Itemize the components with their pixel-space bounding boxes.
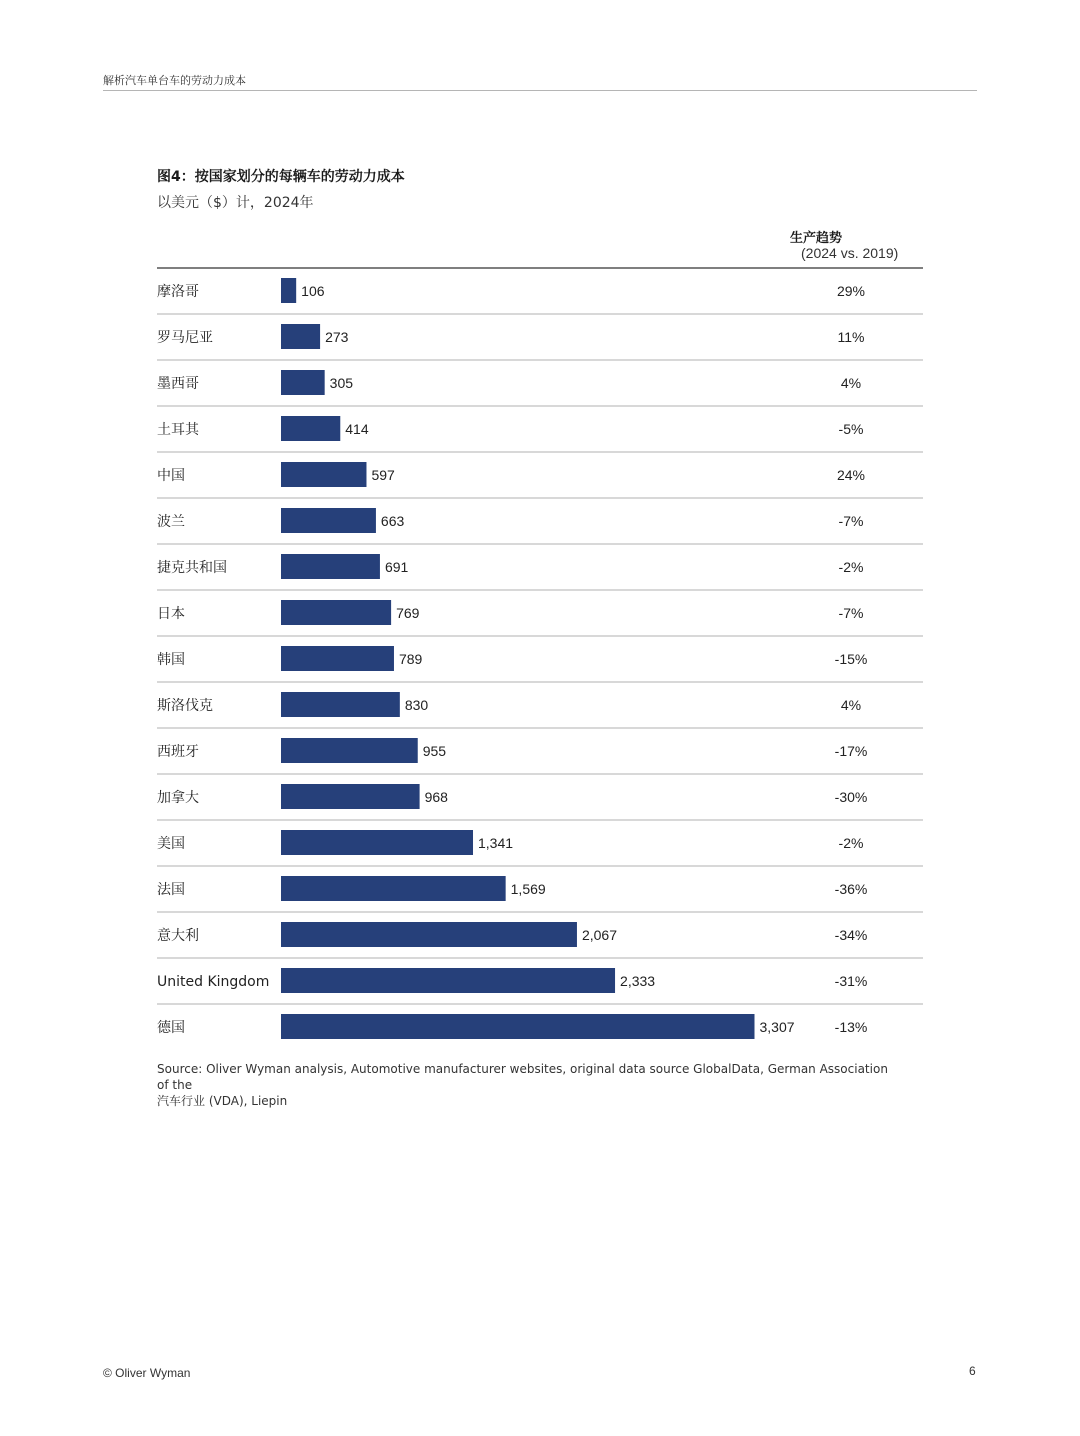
category-label: 斯洛伐克 [157, 698, 213, 714]
value-label: 769 [396, 605, 420, 621]
bar [281, 278, 296, 303]
trend-column-subtitle: (2024 vs. 2019) [801, 245, 899, 261]
trend-value: -2% [838, 559, 864, 575]
trend-value: 4% [840, 697, 862, 713]
category-label: 韩国 [157, 652, 185, 668]
value-label: 1,341 [478, 835, 514, 851]
category-label: 美国 [157, 836, 185, 852]
bar [281, 692, 400, 717]
bar [281, 370, 325, 395]
source-line-1: Source: Oliver Wyman analysis, Automotive manufacturer websites, original data source GlobalData, German Association of the [157, 1062, 888, 1092]
value-label: 789 [398, 651, 423, 667]
value-label: 968 [424, 789, 448, 805]
value-label: 663 [380, 513, 405, 529]
trend-column-title: 生产趋势 [790, 231, 843, 246]
category-label: 加拿大 [157, 790, 199, 806]
chart-subtitle: 以美元（$）计，2024年 [157, 195, 314, 211]
bar [281, 554, 380, 579]
trend-value: -7% [838, 513, 864, 529]
chart-title: 图4：按国家划分的每辆车的劳动力成本 [157, 169, 405, 185]
bar [281, 416, 340, 441]
bar [281, 738, 418, 763]
category-label: 日本 [157, 606, 185, 622]
trend-value: -15% [834, 651, 868, 667]
bar [281, 324, 320, 349]
bar [281, 922, 577, 947]
trend-value: -34% [834, 927, 868, 943]
trend-value: -31% [834, 973, 868, 989]
value-label: 3,307 [759, 1019, 795, 1035]
footer-copyright: © Oliver Wyman [103, 1366, 191, 1380]
bar [281, 1014, 755, 1039]
trend-value: -2% [838, 835, 864, 851]
value-label: 273 [325, 329, 349, 345]
category-label: 土耳其 [157, 422, 199, 438]
value-label: 106 [301, 283, 325, 299]
category-label: 捷克共和国 [157, 560, 227, 576]
source-line-2: 汽车行业 (VDA), Liepin [157, 1094, 288, 1108]
trend-value: 29% [836, 283, 866, 299]
category-label: 中国 [157, 468, 185, 484]
category-label: 西班牙 [157, 744, 199, 760]
value-label: 955 [422, 743, 447, 759]
trend-value: -7% [838, 605, 864, 621]
bar [281, 830, 473, 855]
trend-value: -13% [834, 1019, 868, 1035]
bar [281, 968, 615, 993]
trend-value: -5% [838, 421, 864, 437]
page-number: 6 [969, 1364, 976, 1378]
value-label: 2,067 [581, 927, 618, 943]
bar [281, 646, 394, 671]
category-label: 墨西哥 [157, 376, 199, 392]
running-header: 解析汽车单台车的劳动力成本 [103, 74, 246, 87]
category-label: 意大利 [157, 928, 199, 944]
trend-value: 4% [840, 375, 862, 391]
category-label: United Kingdom [157, 974, 270, 990]
value-label: 830 [404, 697, 429, 713]
value-label: 2,333 [620, 973, 656, 989]
category-label: 罗马尼亚 [157, 330, 213, 346]
trend-value: -36% [834, 881, 868, 897]
source-note [157, 1061, 897, 1109]
trend-value: 11% [837, 329, 865, 345]
value-label: 691 [384, 559, 409, 575]
value-label: 414 [345, 421, 369, 437]
category-label: 法国 [157, 882, 185, 898]
value-label: 597 [371, 467, 395, 483]
category-label: 摩洛哥 [157, 284, 199, 300]
bar [281, 462, 366, 487]
bar [281, 508, 376, 533]
value-label: 305 [329, 375, 354, 391]
category-label: 德国 [157, 1020, 185, 1036]
bar [281, 784, 420, 809]
category-label: 波兰 [157, 514, 185, 530]
trend-value: -17% [834, 743, 868, 759]
bar [281, 876, 506, 901]
trend-value: 24% [836, 467, 866, 483]
value-label: 1,569 [510, 881, 546, 897]
bar [281, 600, 391, 625]
trend-value: -30% [834, 789, 868, 805]
